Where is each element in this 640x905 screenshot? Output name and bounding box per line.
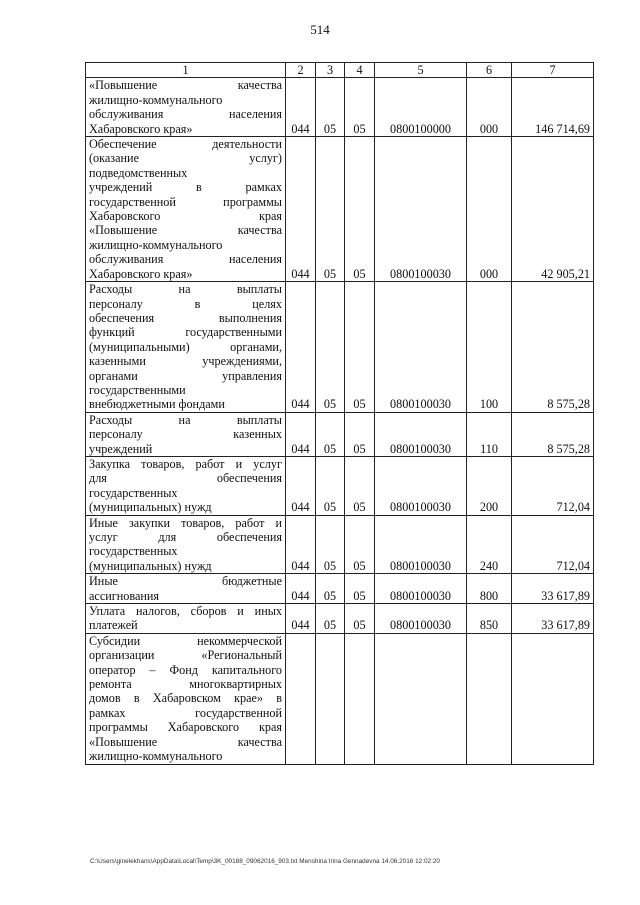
amount-cell: 146 714,69 [512, 78, 594, 137]
column-header: 2 [286, 63, 316, 78]
description-line: ассигнования [89, 588, 160, 603]
column-header: 7 [512, 63, 594, 78]
amount-cell [512, 633, 594, 764]
code-cell: 100 [467, 282, 512, 413]
code-cell: 05 [345, 515, 375, 574]
code-cell: 240 [467, 515, 512, 574]
file-path-footer: C:\Users\ginelekhans\AppData\Local\Temp\3K_00188_09062016_903.txt Menshina Irina Gennadevna 14.06.2016 12:02:20 [90, 858, 440, 865]
row-description [86, 633, 286, 764]
description-line: «Повышение качества [89, 223, 282, 238]
code-cell: 044 [286, 282, 316, 413]
description-line: органами управления [89, 368, 282, 383]
table-row [86, 137, 594, 282]
description-line: Иные закупки товаров, работ и [89, 515, 282, 530]
description-line: оператор – Фонд капитального [89, 662, 282, 677]
code-cell: 05 [345, 78, 375, 137]
code-cell: 110 [467, 412, 512, 456]
description-line: (муниципальных) нужд [89, 500, 212, 515]
column-header: 1 [86, 63, 286, 78]
description-line: Хабаровского края» [89, 266, 193, 281]
description-line: Хабаровского края» [89, 121, 193, 136]
code-cell: 05 [345, 137, 375, 282]
code-cell: 05 [345, 282, 375, 413]
description-line: ремонта многоквартирных [89, 677, 282, 692]
code-cell [316, 633, 345, 764]
description-line: Расходы на выплаты [89, 412, 282, 427]
code-cell: 05 [316, 456, 345, 515]
code-cell: 000 [467, 137, 512, 282]
description-line: Уплата налогов, сборов и иных [89, 604, 282, 619]
amount-cell: 712,04 [512, 456, 594, 515]
description-line: организации «Региональный [89, 648, 282, 663]
code-cell: 0800100030 [375, 515, 467, 574]
description-line: Субсидии некоммерческой [89, 633, 282, 648]
code-cell: 044 [286, 137, 316, 282]
table-row [86, 604, 594, 634]
code-cell: 0800100000 [375, 78, 467, 137]
code-cell: 800 [467, 574, 512, 604]
amount-cell: 33 617,89 [512, 574, 594, 604]
description-line: персоналу в целях [89, 296, 282, 311]
description-line: Хабаровского края [89, 209, 282, 224]
description-line: домов в Хабаровском крае» в [89, 691, 282, 706]
code-cell: 0800100030 [375, 282, 467, 413]
row-description [86, 515, 286, 574]
description-line: казенными учреждениями, [89, 354, 282, 369]
description-line: государственных [89, 544, 178, 559]
code-cell: 05 [316, 574, 345, 604]
code-cell: 05 [316, 78, 345, 137]
budget-table [85, 62, 594, 765]
code-cell [345, 633, 375, 764]
amount-cell: 8 575,28 [512, 412, 594, 456]
description-line: государственными [89, 382, 186, 397]
code-cell: 044 [286, 574, 316, 604]
description-line: платежей [89, 618, 138, 633]
column-header: 3 [316, 63, 345, 78]
code-cell: 05 [345, 604, 375, 634]
table-row [86, 412, 594, 456]
code-cell: 044 [286, 515, 316, 574]
description-line: государственных [89, 485, 178, 500]
description-line: (оказание услуг) [89, 151, 282, 166]
description-line: подведомственных [89, 165, 188, 180]
code-cell: 0800100030 [375, 604, 467, 634]
description-line: рамках государственной [89, 705, 282, 720]
table-row [86, 456, 594, 515]
page-number: 514 [310, 22, 330, 37]
description-line: функций государственными [89, 325, 282, 340]
code-cell: 044 [286, 78, 316, 137]
description-line: жилищно-коммунального [89, 749, 223, 764]
code-cell [375, 633, 467, 764]
code-cell: 05 [316, 604, 345, 634]
code-cell: 05 [345, 412, 375, 456]
description-line: жилищно-коммунального [89, 237, 223, 252]
description-line: услуг для обеспечения [89, 530, 282, 544]
amount-cell: 42 905,21 [512, 137, 594, 282]
amount-cell: 33 617,89 [512, 604, 594, 634]
description-line: «Повышение качества [89, 734, 282, 749]
row-description [86, 137, 286, 282]
description-line: государственной программы [89, 194, 282, 209]
description-line: Обеспечение деятельности [89, 137, 282, 152]
code-cell: 044 [286, 456, 316, 515]
amount-cell: 712,04 [512, 515, 594, 574]
description-line: (муниципальными) органами, [89, 339, 282, 354]
column-header: 4 [345, 63, 375, 78]
code-cell [467, 633, 512, 764]
code-cell: 05 [316, 515, 345, 574]
row-description [86, 456, 286, 515]
row-description [86, 78, 286, 137]
code-cell: 044 [286, 604, 316, 634]
table-row [86, 633, 594, 764]
code-cell: 05 [316, 282, 345, 413]
code-cell: 0800100030 [375, 574, 467, 604]
description-line: Закупка товаров, работ и услуг [89, 456, 282, 471]
column-header: 6 [467, 63, 512, 78]
table-body [86, 63, 594, 765]
description-line: обслуживания населения [89, 252, 282, 267]
code-cell: 05 [345, 574, 375, 604]
row-description [86, 412, 286, 456]
code-cell: 05 [345, 456, 375, 515]
table-row [86, 574, 594, 604]
code-cell: 0800100030 [375, 412, 467, 456]
code-cell: 000 [467, 78, 512, 137]
code-cell: 200 [467, 456, 512, 515]
row-description [86, 574, 286, 604]
description-line: жилищно-коммунального [89, 92, 223, 107]
code-cell: 05 [316, 412, 345, 456]
code-cell: 0800100030 [375, 137, 467, 282]
row-description [86, 604, 286, 634]
description-line: для обеспечения [89, 471, 282, 486]
description-line: обслуживания населения [89, 107, 282, 122]
description-line: (муниципальных) нужд [89, 558, 212, 573]
description-line: программы Хабаровского края [89, 720, 282, 735]
description-line: учреждений [89, 441, 153, 456]
description-line: «Повышение качества [89, 78, 282, 93]
description-line: персоналу казенных [89, 427, 282, 442]
column-header: 5 [375, 63, 467, 78]
description-line: внебюджетными фондами [89, 397, 225, 412]
description-line: учреждений в рамках [89, 180, 282, 195]
code-cell: 0800100030 [375, 456, 467, 515]
code-cell: 044 [286, 412, 316, 456]
code-cell [286, 633, 316, 764]
row-description [86, 282, 286, 413]
amount-cell: 8 575,28 [512, 282, 594, 413]
description-line: Иные бюджетные [89, 574, 282, 589]
code-cell: 850 [467, 604, 512, 634]
table-row [86, 282, 594, 413]
code-cell: 05 [316, 137, 345, 282]
table-row [86, 515, 594, 574]
description-line: обеспечения выполнения [89, 310, 282, 325]
table-header-row [86, 63, 594, 78]
description-line: Расходы на выплаты [89, 282, 282, 297]
table-row [86, 78, 594, 137]
